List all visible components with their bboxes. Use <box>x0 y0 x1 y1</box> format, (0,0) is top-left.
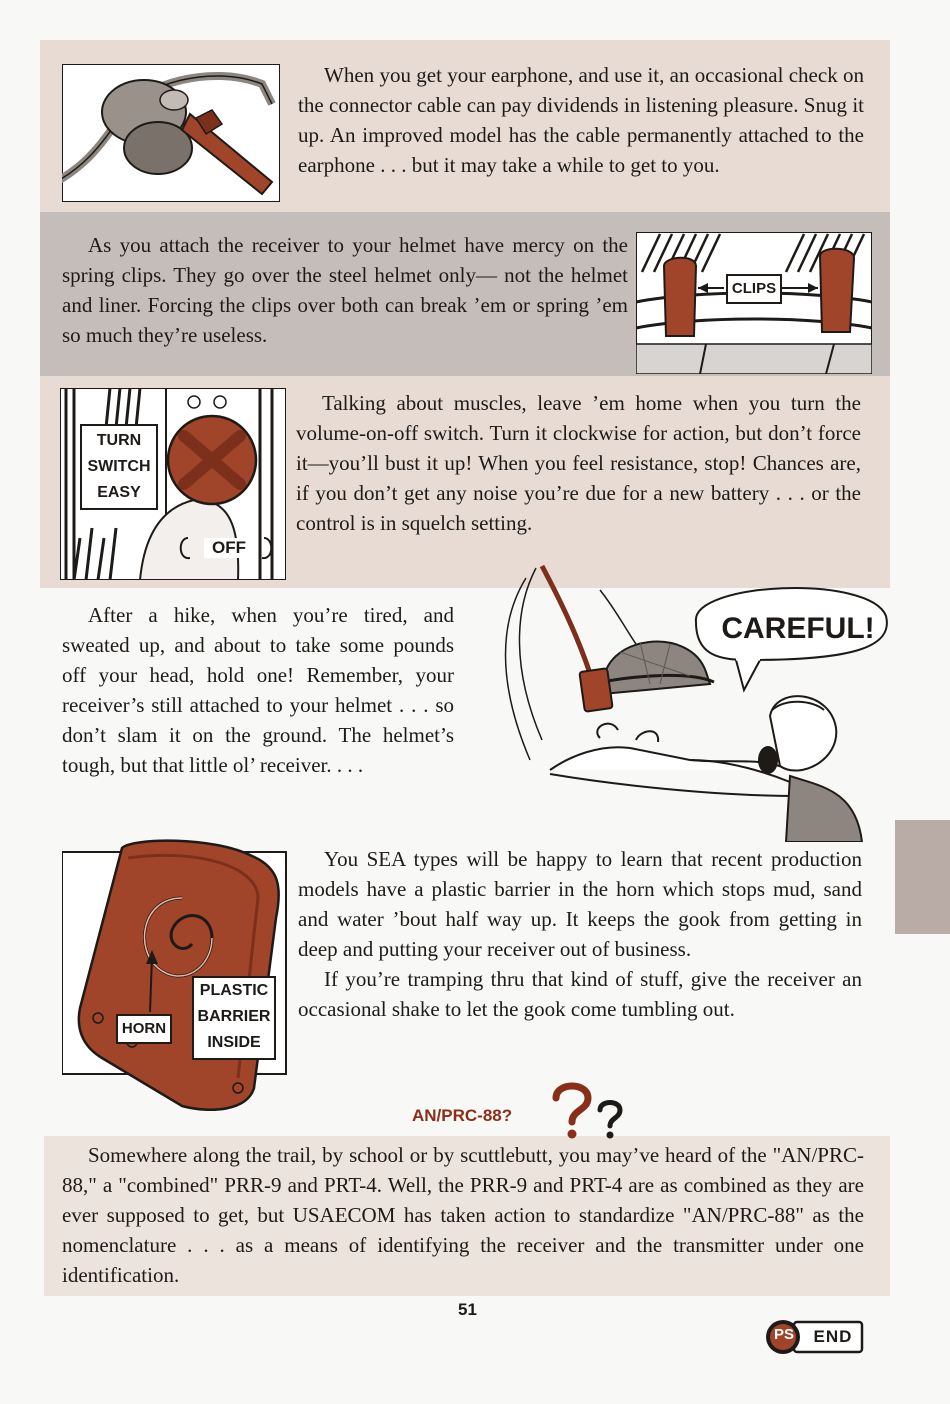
prc88-text <box>62 1140 864 1290</box>
clips-label: CLIPS <box>726 274 782 304</box>
plastic-label-line-3: INSIDE <box>207 1034 261 1051</box>
sea-paragraph-1: You SEA types will be happy to learn that recent production models have a plastic barrier in the horn which stops mud, sand and water ’bout half way up. It keeps the gook from getting in deep and putting your receiver out of business. <box>298 847 862 961</box>
turn-label-line-3: EASY <box>97 484 141 501</box>
switch-paragraph: Talking about muscles, leave ’em home when you turn the volume-on-off switch. Turn it clockwise for action, but don’t force it—you’ll bust it up! When you feel resistance, stop! Chances are, if you don’t get any noise you’re due for a new battery . . . or the control is in squelch setting. <box>296 391 861 535</box>
sea-paragraph-2: If you’re tramping thru that kind of stuff, give the receiver an occasional shake to let the gook come tumbling out. <box>298 967 862 1021</box>
sea-text <box>298 844 862 1024</box>
hike-paragraph: After a hike, when you’re tired, and sweated up, and about to take some pounds off your head, hold one! Remember, your receiver’s still attached to your helmet . . . so don’t slam it on the ground. The helmet’s tough, but that little ol’ receiver. . . . <box>62 603 454 777</box>
prc88-heading: AN/PRC-88? <box>412 1106 513 1125</box>
question-marks-icon <box>548 1080 628 1140</box>
switch-text <box>296 388 861 538</box>
turn-label-line-2: SWITCH <box>87 458 151 475</box>
careful-speech-bubble: CAREFUL! <box>721 612 875 645</box>
plastic-label-line-1: PLASTIC <box>199 982 269 999</box>
earphone-paragraph: When you get your earphone, and use it, an occasional check on the connector cable can pay dividends in listening pleasure. Snug it up. An improved model has the cable permanently attached to the earphone . . . but it may take a while to get to you. <box>298 63 864 177</box>
careful-helmet-illustration <box>490 560 890 842</box>
hike-text <box>62 600 454 780</box>
off-label: OFF <box>204 538 254 558</box>
clips-paragraph: As you attach the receiver to your helmet have mercy on the spring clips. They go over the steel helmet only— not the helmet and liner. Forcing the clips over both can break ’em or spring ’em so much they’re useless. <box>62 233 628 347</box>
turn-switch-easy-label <box>80 424 158 510</box>
page-number: 51 <box>458 1300 477 1319</box>
receiver-horn-illustration <box>62 838 288 1112</box>
end-label: END <box>813 1327 853 1346</box>
earphone-illustration <box>62 64 280 202</box>
horn-label: HORN <box>116 1014 172 1044</box>
ps-logo: PS <box>773 1326 794 1343</box>
side-tab <box>895 820 950 934</box>
plastic-barrier-label <box>192 976 276 1060</box>
prc88-paragraph: Somewhere along the trail, by school or by scuttlebutt, you may’ve heard of the "AN/PRC-88," a "combined" PRR-9 and PRT-4. Well, the PRR-9 and PRT-4 are as combined as they are ever supposed to get, but USAECOM has taken action to standardize "AN/PRC-88" as the nomenclature . . . as a means of identifying the receiver and the transmitter under one identification. <box>62 1143 864 1287</box>
earphone-text <box>298 60 864 180</box>
clips-text <box>62 230 628 350</box>
turn-label-line-1: TURN <box>96 432 142 449</box>
plastic-label-line-2: BARRIER <box>197 1008 271 1025</box>
